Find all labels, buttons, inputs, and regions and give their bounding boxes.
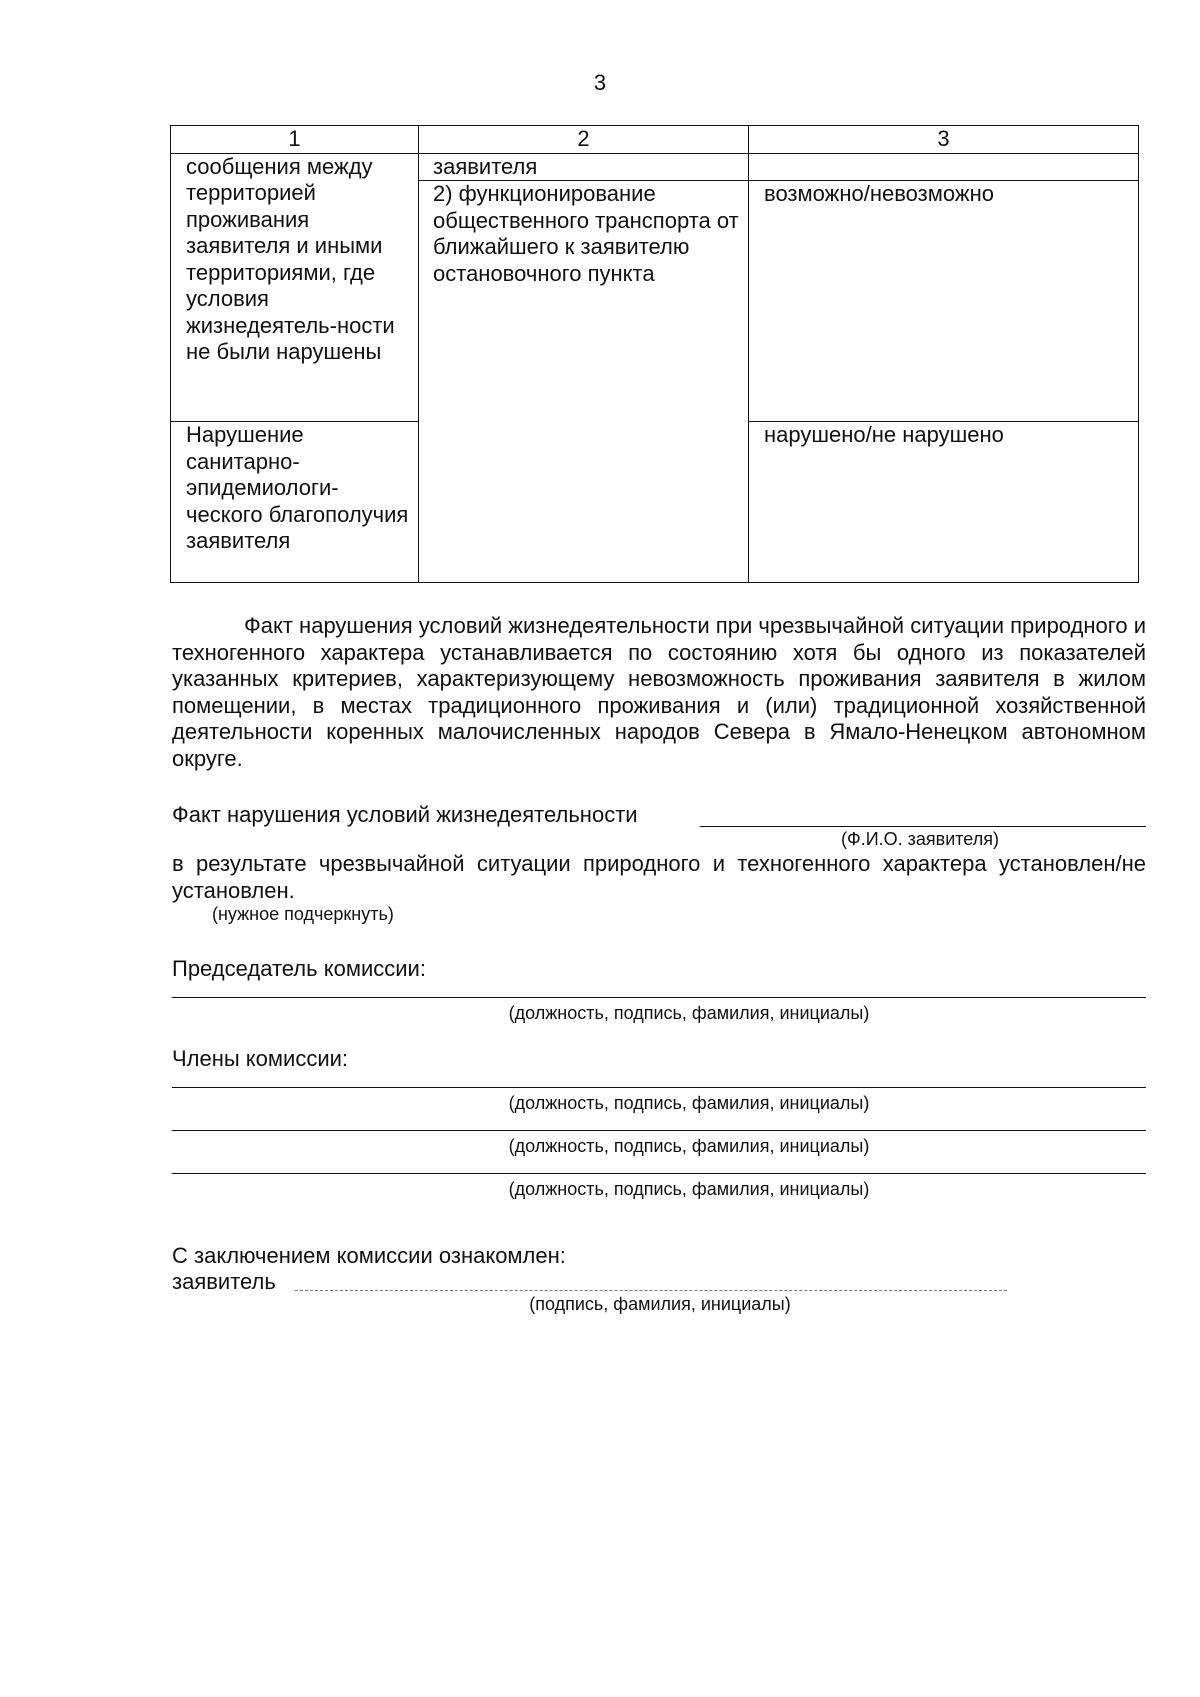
table-cell [749,153,1139,181]
applicant-caption: (подпись, фамилия, инициалы) [529,1294,791,1314]
applicant-label: заявитель [172,1269,276,1294]
header-col-1: 1 [171,126,419,154]
page-number: 3 [593,70,607,95]
criteria-table [170,125,1139,583]
paragraph-result: в результате чрезвычайной ситуации природного и техногенного характера установлен/не установлен. [172,851,1146,903]
signature-caption: (должность, подпись, фамилия, инициалы) [508,1003,870,1023]
signature-caption: (должность, подпись, фамилия, инициалы) [508,1179,870,1199]
header-col-2: 2 [419,126,749,154]
members-label: Члены комиссии: [172,1046,349,1071]
acquainted-label: С заключением комиссии ознакомлен: [172,1243,566,1268]
fact-label: Факт нарушения условий жизнедеятельности [172,802,638,827]
underline-caption: (нужное подчеркнуть) [212,904,394,924]
header-col-3: 3 [749,126,1139,154]
member-signature-line[interactable] [172,1130,1146,1131]
applicant-signature-line[interactable] [295,1290,1007,1291]
fio-caption: (Ф.И.О. заявителя) [841,829,999,849]
paragraph-fact-definition: Факт нарушения условий жизнедеятельности при чрезвычайной ситуации природного и техногенного характера устанавливается по состоянию хотя бы одного из показателей указанных критериев, характеризующему невозможность проживания заявителя в жилом помещении, в местах традиционного проживания и (или) традиционной хозяйственной деятельности коренных малочисленных народов Севера в Ямало-Ненецком автономном округе. [172,613,1146,771]
chairman-label: Председатель комиссии: [172,956,426,981]
table-row [171,153,1139,181]
member-signature-line[interactable] [172,1087,1146,1088]
signature-caption: (должность, подпись, фамилия, инициалы) [508,1093,870,1113]
member-signature-line[interactable] [172,1173,1146,1174]
chairman-signature-line[interactable] [172,997,1146,998]
table-header-row [171,126,1139,154]
table-cell: 2) функционирование общественного транспорта от ближайшего к заявителю остановочного пункта [419,181,749,583]
applicant-name-field[interactable] [700,801,1146,827]
table-cell: возможно/невозможно [749,181,1139,422]
table-cell: заявителя [419,153,749,181]
table-cell: Нарушение санитарно-эпидемиологи-ческого благополучия заявителя [171,422,419,583]
table-cell: нарушено/не нарушено [749,422,1139,583]
signature-caption: (должность, подпись, фамилия, инициалы) [508,1136,870,1156]
table-cell: сообщения между территорией проживания заявителя и иными территориями, где условия жизнедеятель-ности не были нарушены [171,153,419,422]
